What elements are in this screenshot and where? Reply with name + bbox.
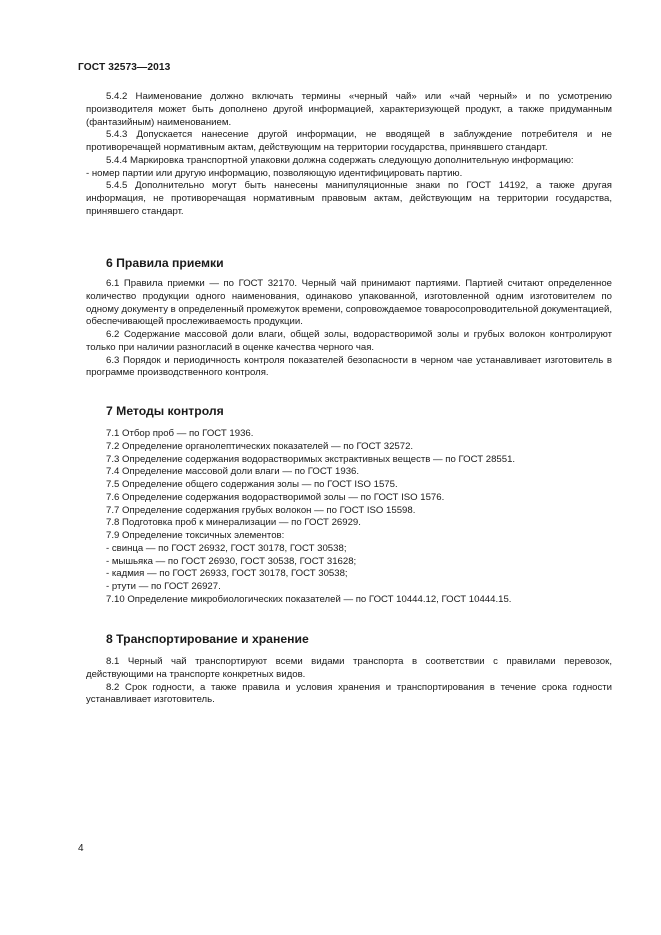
list-item: - кадмия — по ГОСТ 26933, ГОСТ 30178, ГОСТ 30538; <box>106 568 348 580</box>
paragraph-5-4-5: 5.4.5 Дополнительно могут быть нанесены манипуляционные знаки по ГОСТ 14192, а также другая информация, не противоречащая нормативным правовым актам, действующим на территории государства, принявшего стандарт. <box>86 180 612 217</box>
list-item: 7.5 Определение общего содержания золы — по ГОСТ ISO 1575. <box>106 479 398 490</box>
paragraph-5-4-2: 5.4.2 Наименование должно включать термины «черный чай» или «чай черный» и по усмотрению производителя может быть дополнено другой информацией, характеризующей продукт, а также придуманным (фантазийным) наименованием. <box>86 91 612 128</box>
list-item: 7.10 Определение микробиологических показателей — по ГОСТ 10444.12, ГОСТ 10444.15. <box>106 593 512 605</box>
paragraph-5-4-4: 5.4.4 Маркировка транспортной упаковки должна содержать следующую дополнительную информацию: <box>106 154 574 166</box>
paragraph-6-2: 6.2 Содержание массовой доли влаги, общей золы, водорастворимой золы и грубых волокон контролируют только при наличии разногласий в оценке качества черного чая. <box>86 329 612 353</box>
list-item: - ртути — по ГОСТ 26927. <box>106 581 221 592</box>
list-item: 7.4 Определение массовой доли влаги — по ГОСТ 1936. <box>106 466 360 478</box>
paragraph-6-3: 6.3 Порядок и периодичность контроля показателей безопасности в черном чае устанавливает изготовитель в программе производственного контроля. <box>86 354 612 379</box>
section-7-title: 7 Методы контроля <box>106 404 224 418</box>
list-item: 7.8 Подготовка проб к минерализации — по ГОСТ 26929. <box>106 517 361 529</box>
paragraph-6-1: 6.1 Правила приемки — по ГОСТ 32170. Черный чай принимают партиями. Партией считают определенное количество продукции одного наименования, одинаково упакованной, изготовленной одним изготовителем по одному документу в определенный промежуток времени, сопровождаемое товаросопроводительной документацией, обеспечивающей прослеживаемость продукции. <box>86 278 612 328</box>
list-item: 7.7 Определение содержания грубых волокон — по ГОСТ ISO 15598. <box>106 504 416 516</box>
section-8-title: 8 Транспортирование и хранение <box>106 632 309 646</box>
standard-designation: ГОСТ 32573—2013 <box>78 62 171 73</box>
paragraph-8-2: 8.2 Срок годности, а также правила и условия хранения и транспортирования в течение срока годности устанавливает изготовитель. <box>86 681 612 706</box>
list-item: 7.3 Определение содержания водорастворимых экстрактивных веществ — по ГОСТ 28551. <box>106 453 516 465</box>
section-6-title: 6 Правила приемки <box>106 256 224 270</box>
list-item: 7.1 Отбор проб — по ГОСТ 1936. <box>106 428 254 439</box>
list-item: 7.2 Определение органолептических показателей — по ГОСТ 32572. <box>106 440 414 452</box>
section-8-text <box>86 656 612 707</box>
list-item: 7.9 Определение токсичных элементов: <box>106 530 285 541</box>
section-7-list <box>106 428 612 607</box>
section-6-text <box>86 278 612 380</box>
section-5-text <box>86 91 612 219</box>
list-item: - мышьяка — по ГОСТ 26930, ГОСТ 30538, ГОСТ 31628; <box>106 555 357 567</box>
list-item: - свинца — по ГОСТ 26932, ГОСТ 30178, ГОСТ 30538; <box>106 542 347 554</box>
paragraph-5-4-4-item: - номер партии или другую информацию, позволяющую идентифицировать партию. <box>86 167 463 179</box>
page-number: 4 <box>78 843 84 854</box>
paragraph-5-4-3: 5.4.3 Допускается нанесение другой информации, не вводящей в заблуждение потребителя и не противоречащей нормативным актам, действующим на территории государства, принявшего стандарт. <box>86 129 612 153</box>
list-item: 7.6 Определение содержания водорастворимой золы — по ГОСТ ISO 1576. <box>106 491 445 503</box>
paragraph-8-1: 8.1 Черный чай транспортируют всеми видами транспорта в соответствии с правилами перевозок, действующими на транспорте конкретных видов. <box>86 656 612 680</box>
